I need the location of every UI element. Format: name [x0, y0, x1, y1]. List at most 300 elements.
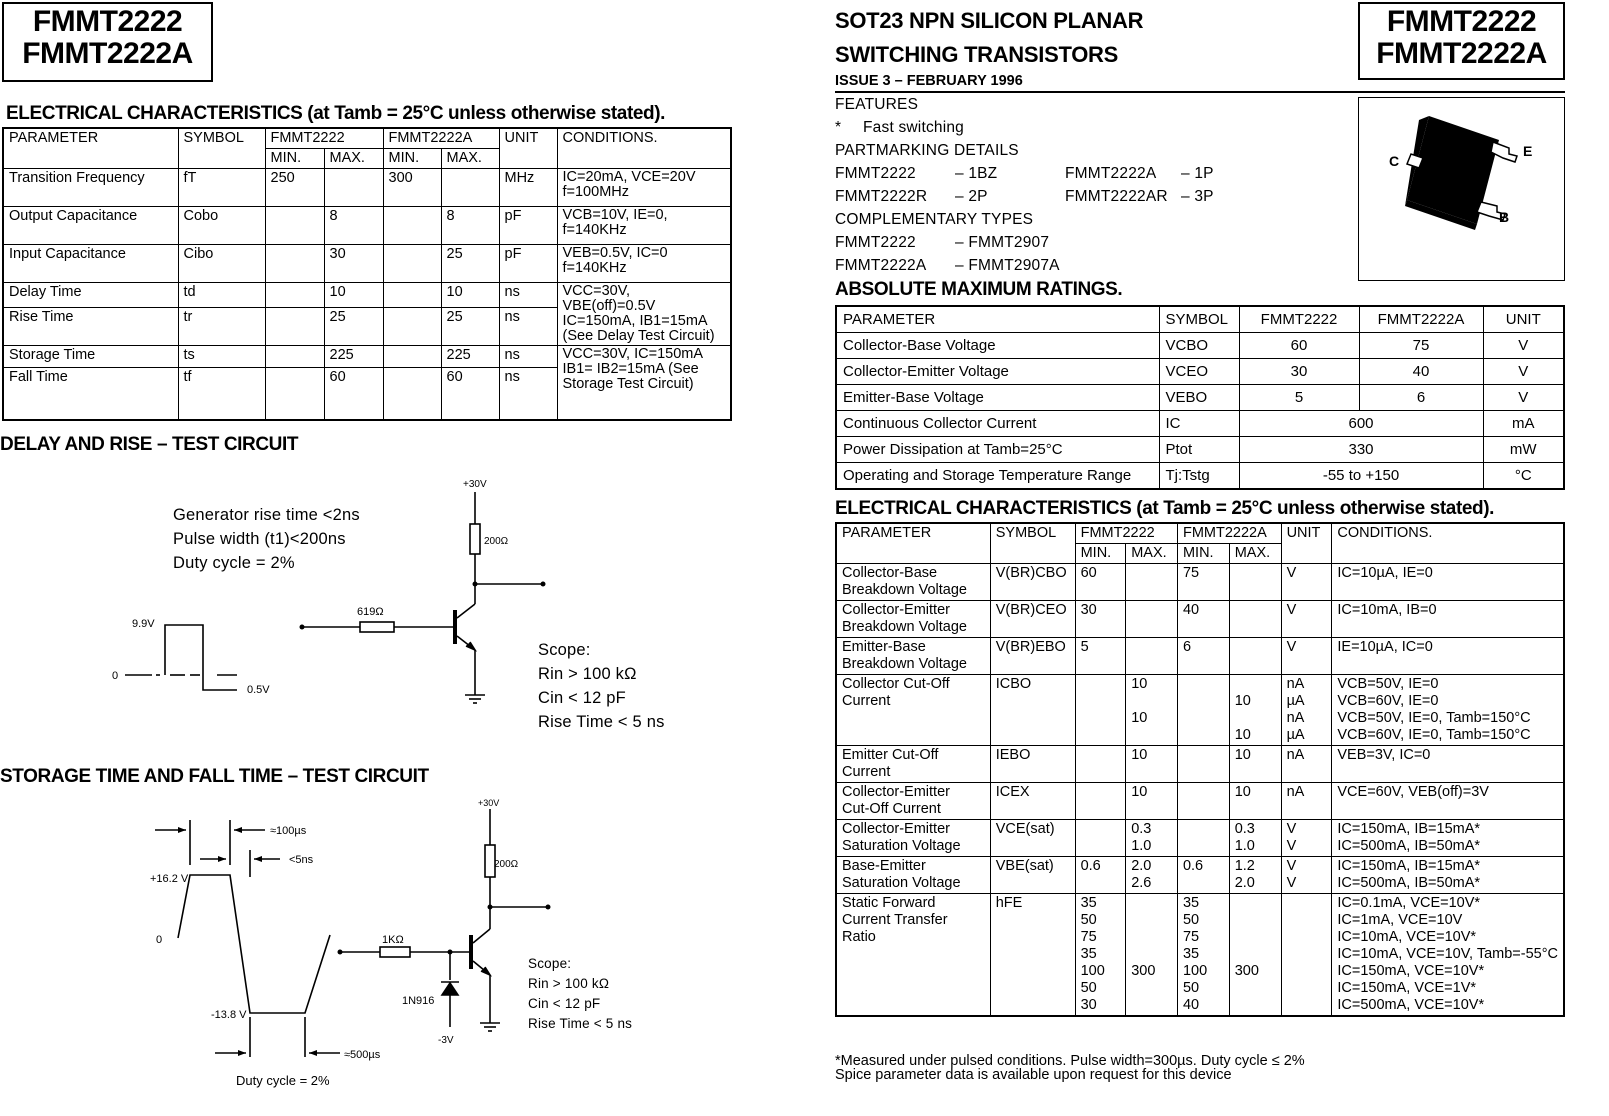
cond-line: IC=500mA, VCE=10V* [1337, 997, 1485, 1013]
max1-line [1131, 727, 1172, 744]
min1 [1075, 857, 1126, 894]
table-row [3, 207, 731, 245]
table-cell: UNIT [499, 128, 557, 169]
storage-t-width: ≈100µs [270, 825, 307, 837]
cond [1332, 601, 1564, 638]
cond-line: IC=1mA, VCE=10V [1337, 912, 1463, 928]
param-line: Cut-Off Current [842, 801, 941, 817]
part-number-2: FMMT2222A [1376, 37, 1547, 70]
storage-v-low: -13.8 V [211, 1009, 247, 1021]
table-row [836, 675, 1564, 746]
min2-line: 50 [1182, 912, 1200, 928]
table-cell: PARAMETER [3, 128, 178, 169]
scope-line: Cin < 12 pF [538, 689, 626, 707]
table-cell: FMMT2222A [383, 128, 499, 149]
max2 [1229, 638, 1281, 675]
max1-line [1131, 997, 1172, 1014]
table-cell: VEB=0.5V, IC=0 f=140KHz [557, 245, 731, 283]
table-cell: °C [1483, 463, 1564, 490]
max1-line [1131, 980, 1172, 997]
min2-line: 35 [1182, 895, 1200, 911]
unit-line: nA [1286, 784, 1305, 800]
partmarking-code: – 1BZ [955, 165, 998, 182]
table-cell: V [1483, 333, 1564, 359]
scope-line: Cin < 12 pF [528, 996, 601, 1011]
table-cell: 225 [441, 346, 499, 368]
table-row [836, 333, 1564, 359]
cond-line: VCB=50V, IE=0 [1337, 676, 1439, 692]
partmarking-part2: FMMT2222AR [1065, 188, 1168, 205]
max2 [1229, 894, 1281, 1017]
param [836, 601, 990, 638]
table-cell: Emitter-Base Voltage [836, 385, 1159, 411]
table-cell: 25 [441, 245, 499, 283]
table-cell: V [1483, 359, 1564, 385]
scope-line: Rin > 100 kΩ [528, 976, 610, 991]
param-line: Base-Emitter [842, 858, 926, 874]
table-cell [383, 245, 441, 283]
max2-line: 300 [1234, 963, 1259, 979]
table-cell: FMMT2222 [265, 128, 383, 149]
table-cell: 25 [441, 307, 499, 345]
table-header-row [836, 306, 1564, 333]
table-row [836, 638, 1564, 675]
max1-line: 10 [1131, 710, 1148, 726]
unit-line: µA [1286, 727, 1305, 743]
complementary-comp: – FMMT2907A [955, 257, 1060, 274]
table-cell: VCC=30V, IC=150mA IB1= IB2=15mA (See Storage Test Circuit) [557, 346, 731, 420]
max1-line [1131, 693, 1172, 710]
table-row [836, 894, 1564, 1017]
min1-line: 30 [1080, 602, 1097, 618]
max1 [1126, 857, 1178, 894]
unit-line: V [1286, 838, 1297, 854]
storage-t-low: ≈500µs [344, 1049, 381, 1061]
unit-line: V [1286, 875, 1297, 891]
scope-line: Rin > 100 kΩ [538, 665, 637, 683]
partmarking-code2: – 3P [1181, 188, 1214, 205]
max1 [1126, 746, 1178, 783]
table-cell: tf [178, 368, 265, 420]
cond-line: IC=150mA, VCE=10V* [1337, 963, 1485, 979]
max1 [1126, 601, 1178, 638]
min2 [1177, 564, 1229, 601]
unit [1281, 894, 1332, 1017]
min2 [1177, 638, 1229, 675]
param-line: Collector Cut-Off [842, 676, 950, 692]
table-cell: VCE(sat) [990, 820, 1075, 857]
table-cell: Cibo [178, 245, 265, 283]
table-cell: V [1483, 385, 1564, 411]
unit [1281, 675, 1332, 746]
table-cell: mW [1483, 437, 1564, 463]
partmarking-code: – 2P [955, 188, 988, 205]
table-cell [324, 169, 383, 207]
max1-line [1131, 912, 1172, 929]
table-cell: 5 [1239, 385, 1359, 411]
max2-line: 10 [1234, 727, 1251, 743]
cond-line: IC=0.1mA, VCE=10V* [1337, 895, 1481, 911]
param-line: Emitter-Base [842, 639, 926, 655]
table-cell [265, 307, 324, 345]
table-cell: Fall Time [3, 368, 178, 420]
unit-line: V [1286, 602, 1297, 618]
table-cell: 300 [383, 169, 441, 207]
delay-scope-notes [538, 638, 665, 734]
table-cell: pF [499, 245, 557, 283]
max2 [1229, 601, 1281, 638]
part-number-2: FMMT2222A [22, 37, 193, 70]
pin-c: C [1389, 153, 1400, 169]
table-cell: Storage Time [3, 346, 178, 368]
max1-line: 300 [1131, 963, 1156, 979]
partmarking-part2: FMMT2222A [1065, 165, 1157, 182]
table-cell: V(BR)CBO [990, 564, 1075, 601]
right-title [835, 4, 1143, 72]
table-cell: 330 [1239, 437, 1483, 463]
complementary-comp: – FMMT2907 [955, 234, 1050, 251]
table-cell [265, 346, 324, 368]
table-row [836, 437, 1564, 463]
param-line: Breakdown Voltage [842, 619, 967, 635]
max1-line: 10 [1131, 676, 1148, 692]
param-line: Current Transfer [842, 912, 948, 928]
partmarking-code2: – 1P [1181, 165, 1214, 182]
table-cell: Tj:Tstg [1159, 463, 1239, 490]
unit-line: nA [1286, 676, 1305, 692]
unit-line: V [1286, 821, 1297, 837]
storage-vneg-label: -3V [438, 1035, 454, 1046]
max2-line: 1.2 [1234, 858, 1255, 874]
amr-table [835, 305, 1565, 490]
max2 [1229, 820, 1281, 857]
cond-line: IC=150mA, VCE=1V* [1337, 980, 1477, 996]
table-cell: MAX. [441, 149, 499, 169]
complementary-row [835, 231, 1241, 254]
table-row [836, 564, 1564, 601]
table-cell: MAX. [1126, 544, 1178, 564]
max2 [1229, 746, 1281, 783]
min2-line: 0.6 [1182, 858, 1204, 874]
max2-line: 2.0 [1234, 875, 1255, 891]
delay-r-base-label: 619Ω [357, 606, 384, 618]
table-cell: MAX. [324, 149, 383, 169]
min1 [1075, 675, 1126, 746]
table-cell: 250 [265, 169, 324, 207]
min1-line: 50 [1080, 912, 1097, 928]
storage-duty: Duty cycle = 2% [236, 1073, 330, 1088]
table-cell: PARAMETER [836, 306, 1159, 333]
param-line: Current [842, 764, 891, 780]
table-row [836, 463, 1564, 490]
unit-line: V [1286, 565, 1297, 581]
table-cell: VCBO [1159, 333, 1239, 359]
min1-line: 35 [1080, 895, 1097, 911]
table-cell: V(BR)EBO [990, 638, 1075, 675]
max2-line: 1.0 [1234, 838, 1255, 854]
min2-line: 50 [1182, 980, 1200, 996]
cond-line: IC=500mA, IB=50mA* [1337, 875, 1481, 891]
max2 [1229, 857, 1281, 894]
table-cell: Output Capacitance [3, 207, 178, 245]
param-line: Collector-Base [842, 565, 938, 581]
unit [1281, 820, 1332, 857]
min1-line: 35 [1080, 946, 1097, 962]
param-line: Collector-Emitter [842, 784, 950, 800]
storage-r-base-label: 1KΩ [382, 934, 404, 946]
table-cell: Cobo [178, 207, 265, 245]
param [836, 820, 990, 857]
table-cell: 40 [1359, 359, 1483, 385]
min2-line: 75 [1182, 929, 1200, 945]
table-cell: IC [1159, 411, 1239, 437]
max2-line [1235, 710, 1276, 727]
right-part-number-box [1358, 2, 1565, 80]
param [836, 894, 990, 1017]
table-cell: Input Capacitance [3, 245, 178, 283]
cond [1332, 783, 1564, 820]
table-cell: 8 [324, 207, 383, 245]
table-cell: VCC=30V, VBE(off)=0.5V IC=150mA, IB1=15mA (See Delay Test Circuit) [557, 283, 731, 346]
scope-title: Scope: [528, 956, 572, 971]
table-row [836, 601, 1564, 638]
table-cell: ns [499, 307, 557, 345]
footnote-pulsed: *Measured under pulsed conditions. Pulse width=300µs. Duty cycle ≤ 2% [835, 1053, 1305, 1069]
storage-r-coll-label: 200Ω [494, 859, 519, 870]
max2-line [1235, 895, 1276, 912]
max1-line [1131, 895, 1172, 912]
table-cell: 10 [324, 283, 383, 308]
unit-line: nA [1286, 747, 1305, 763]
cond-line: VCB=60V, IE=0 [1337, 693, 1439, 709]
table-row [836, 746, 1564, 783]
delay-v-low: 0.5V [247, 684, 270, 696]
table-cell: 60 [1239, 333, 1359, 359]
min2 [1177, 820, 1229, 857]
complementary-title: COMPLEMENTARY TYPES [835, 211, 1034, 228]
table-cell: UNIT [1483, 306, 1564, 333]
min1 [1075, 564, 1126, 601]
title-line: SWITCHING TRANSISTORS [835, 42, 1118, 67]
min2 [1177, 857, 1229, 894]
sot23-package-icon [1359, 98, 1564, 280]
table-row [3, 283, 731, 308]
param-line: Saturation Voltage [842, 875, 961, 891]
storage-scope-notes [528, 954, 632, 1034]
table-cell: ts [178, 346, 265, 368]
table-cell: Transition Frequency [3, 169, 178, 207]
max2-line: 10 [1234, 747, 1251, 763]
min1-line: 60 [1080, 565, 1097, 581]
table-cell: ns [499, 368, 557, 420]
cond [1332, 820, 1564, 857]
table-row [836, 359, 1564, 385]
table-cell [265, 368, 324, 420]
max1-line: 2.6 [1131, 875, 1152, 891]
table-row [836, 411, 1564, 437]
max1 [1126, 564, 1178, 601]
min1-line: 0.6 [1080, 858, 1101, 874]
partmarking-part: FMMT2222R [835, 188, 928, 205]
cond [1332, 857, 1564, 894]
max1 [1126, 894, 1178, 1017]
cond-line: VCB=50V, IE=0, Tamb=150°C [1337, 710, 1531, 726]
gen-line: Duty cycle = 2% [173, 554, 295, 572]
cond-line: IC=10µA, IE=0 [1337, 565, 1433, 581]
delay-vcc-label: +30V [463, 479, 487, 490]
max1 [1126, 820, 1178, 857]
pin-e: E [1523, 143, 1533, 159]
min2-line: 100 [1182, 963, 1208, 979]
table-cell: hFE [990, 894, 1075, 1017]
param [836, 638, 990, 675]
unit-line: V [1286, 639, 1297, 655]
param [836, 857, 990, 894]
package-outline-box [1358, 97, 1565, 281]
table-cell: FMMT2222 [1239, 306, 1359, 333]
table-cell: ns [499, 346, 557, 368]
table-cell: FMMT2222A [1177, 523, 1281, 544]
table-cell [383, 307, 441, 345]
table-cell: MIN. [1075, 544, 1126, 564]
scope-title: Scope: [538, 641, 591, 659]
cond-line: IC=10mA, IB=0 [1337, 602, 1437, 618]
table-cell: FMMT2222 [1075, 523, 1177, 544]
cond [1332, 638, 1564, 675]
cond-line: IC=500mA, IB=50mA* [1337, 838, 1481, 854]
table-cell: 60 [441, 368, 499, 420]
cond-line: IE=10µA, IC=0 [1337, 639, 1433, 655]
table-cell: ICEX [990, 783, 1075, 820]
scope-line: Rise Time < 5 ns [528, 1016, 633, 1031]
max1-line: 10 [1131, 747, 1148, 763]
storage-v-high: +16.2 V [150, 873, 189, 885]
table-header-row [3, 128, 731, 149]
table-cell: 10 [441, 283, 499, 308]
max2-line: 10 [1234, 693, 1251, 709]
cond [1332, 675, 1564, 746]
table-cell: 600 [1239, 411, 1483, 437]
part-number-1: FMMT2222 [32, 5, 183, 38]
max2-line: 10 [1234, 784, 1251, 800]
amr-title: ABSOLUTE MAXIMUM RATINGS. [835, 279, 1123, 300]
left-ec-title: ELECTRICAL CHARACTERISTICS (at Tamb = 25°C unless otherwise stated). [6, 103, 666, 124]
min2 [1177, 783, 1229, 820]
table-cell: IC=20mA, VCE=20V f=100MHz [557, 169, 731, 207]
delay-v-zero: 0 [112, 670, 119, 682]
feature-text: Fast switching [863, 119, 964, 136]
footnote-spice: Spice parameter data is available upon request for this device [835, 1067, 1232, 1083]
partmarking-row [835, 162, 1241, 185]
param [836, 746, 990, 783]
param [836, 564, 990, 601]
max1 [1126, 638, 1178, 675]
min1-line: 100 [1080, 963, 1105, 979]
min1 [1075, 783, 1126, 820]
param-line: Breakdown Voltage [842, 656, 967, 672]
table-cell [383, 207, 441, 245]
max2-line [1235, 997, 1276, 1014]
left-part-number-box [2, 2, 213, 82]
table-cell: 8 [441, 207, 499, 245]
table-cell: MIN. [383, 149, 441, 169]
min2 [1177, 675, 1229, 746]
features-title: FEATURES [835, 96, 919, 113]
param-line: Ratio [842, 929, 876, 945]
max1 [1126, 675, 1178, 746]
storage-circuit-title: STORAGE TIME AND FALL TIME – TEST CIRCUIT [0, 766, 429, 787]
table-cell: Ptot [1159, 437, 1239, 463]
pin-b: B [1499, 209, 1510, 225]
table-cell: mA [1483, 411, 1564, 437]
min1-line: 5 [1080, 639, 1089, 655]
table-cell: 75 [1359, 333, 1483, 359]
table-cell: CONDITIONS. [1332, 523, 1564, 564]
part-number-1: FMMT2222 [1386, 5, 1537, 38]
table-cell: 60 [324, 368, 383, 420]
max1 [1126, 783, 1178, 820]
table-cell: 25 [324, 307, 383, 345]
min1-line: 50 [1080, 980, 1097, 996]
table-cell: 30 [1239, 359, 1359, 385]
param-line: Emitter Cut-Off [842, 747, 939, 763]
max1-line: 10 [1131, 784, 1148, 800]
table-cell: Delay Time [3, 283, 178, 308]
min2-line: 6 [1182, 639, 1192, 655]
right-ec-table [835, 522, 1565, 1017]
table-cell [383, 368, 441, 420]
table-row [836, 857, 1564, 894]
delay-r-coll-label: 200Ω [484, 536, 509, 547]
max2-line [1235, 980, 1276, 997]
table-cell: Collector-Base Voltage [836, 333, 1159, 359]
storage-diode-label: 1N916 [402, 995, 435, 1007]
table-row [836, 385, 1564, 411]
cond [1332, 894, 1564, 1017]
min2-line: 40 [1182, 602, 1200, 618]
min1 [1075, 601, 1126, 638]
table-cell: VBE(sat) [990, 857, 1075, 894]
unit-line: µA [1286, 693, 1305, 709]
table-cell: CONDITIONS. [557, 128, 731, 169]
max1-line: 0.3 [1131, 821, 1152, 837]
max2-line [1235, 929, 1276, 946]
title-line: SOT23 NPN SILICON PLANAR [835, 8, 1144, 33]
cond [1332, 746, 1564, 783]
cond-line: IC=10mA, VCE=10V, Tamb=-55°C [1337, 946, 1558, 962]
param-line: Collector-Emitter [842, 821, 950, 837]
table-cell [265, 283, 324, 308]
table-cell: SYMBOL [1159, 306, 1239, 333]
min2 [1177, 601, 1229, 638]
table-cell: Power Dissipation at Tamb=25°C [836, 437, 1159, 463]
cond-line: VEB=3V, IC=0 [1337, 747, 1431, 763]
table-row [836, 820, 1564, 857]
param-line: Collector-Emitter [842, 602, 950, 618]
min1 [1075, 638, 1126, 675]
max1-line: 1.0 [1131, 838, 1152, 854]
table-cell: Operating and Storage Temperature Range [836, 463, 1159, 490]
table-cell: tr [178, 307, 265, 345]
table-cell: V(BR)CEO [990, 601, 1075, 638]
table-cell: ICBO [990, 675, 1075, 746]
table-cell [383, 283, 441, 308]
table-cell: VCEO [1159, 359, 1239, 385]
partmarking-row [835, 185, 1241, 208]
partmarking-part: FMMT2222 [835, 165, 916, 182]
param-line: Static Forward [842, 895, 936, 911]
param [836, 675, 990, 746]
